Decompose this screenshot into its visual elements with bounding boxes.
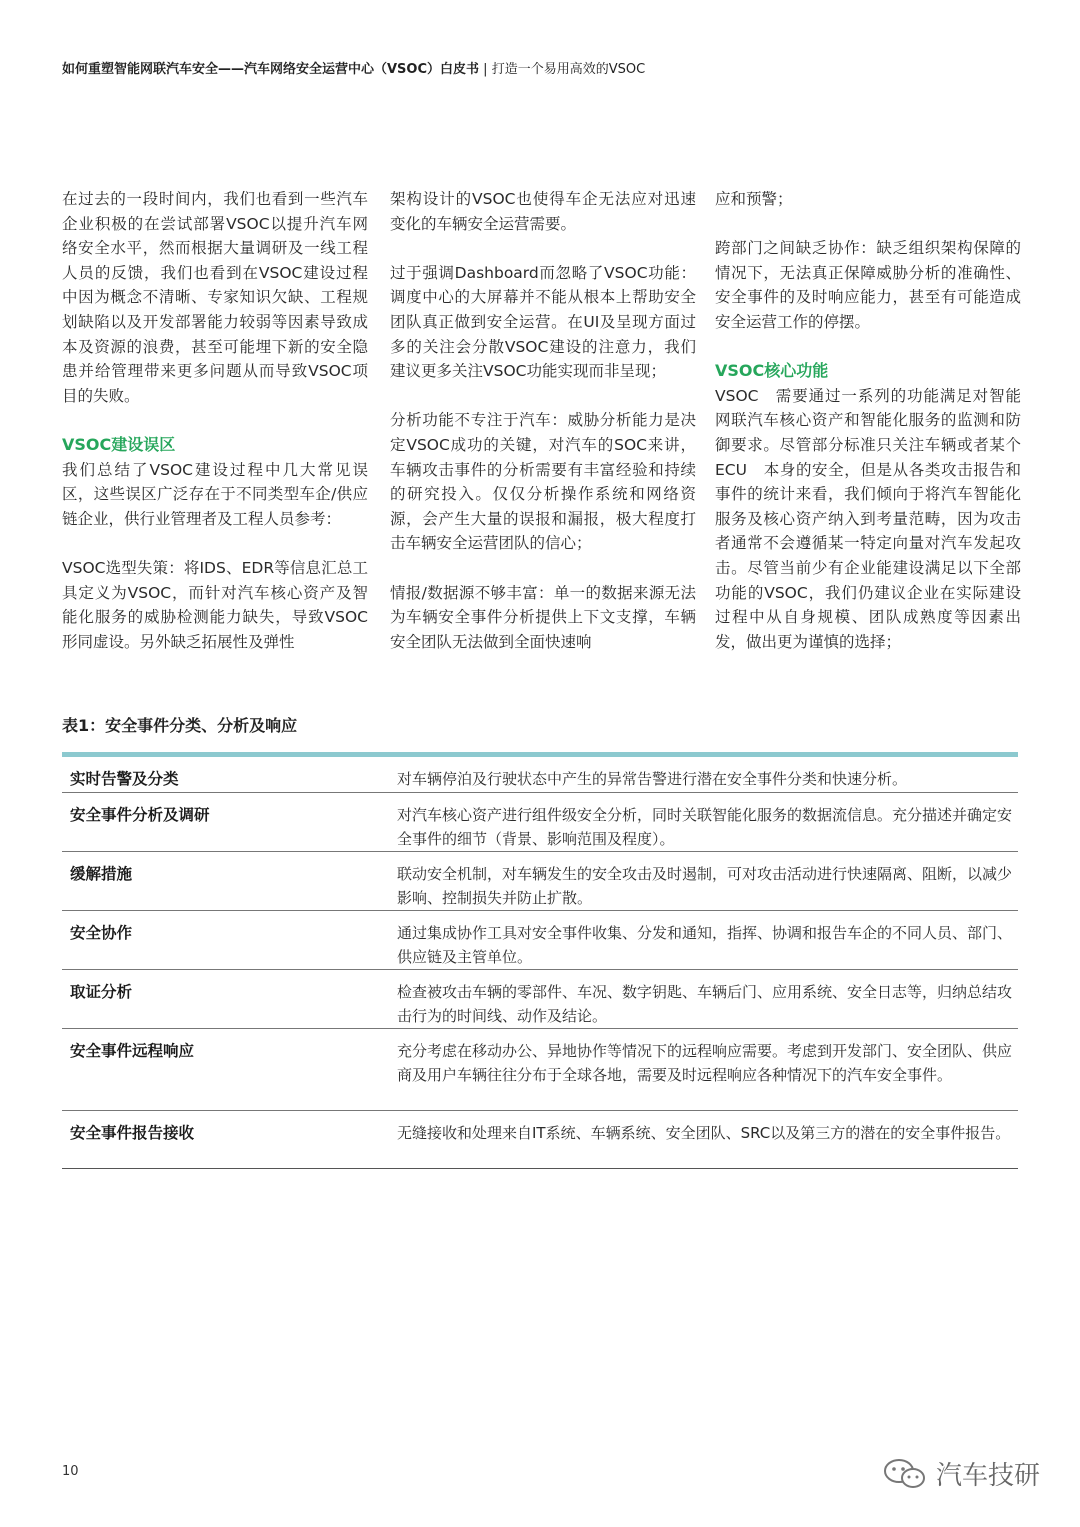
row-description: 联动安全机制，对车辆发生的安全攻击及时遏制，可对攻击活动进行快速隔离、阻断，以减少影响、控制损失并防止扩散。 xyxy=(397,865,1013,907)
paragraph: 跨部门之间缺乏协作：缺乏组织架构保障的情况下，无法真正保障威胁分析的准确性、安全事件的及时响应能力，甚至有可能造成安全运营工作的停摆。 xyxy=(715,239,1021,331)
paragraph: 过于强调Dashboard而忽略了VSOC功能：调度中心的大屏幕并不能从根本上帮助安全团队真正做到安全运营。在UI及呈现方面过多的关注会分散VSOC建设的注意力，我们建议更多关注VSOC功能实现而非呈现； xyxy=(390,263,696,381)
text-column-3 xyxy=(715,187,1021,654)
paragraph: 在过去的一段时间内，我们也看到一些汽车企业积极的在尝试部署VSOC以提升汽车网络安全水平，然而根据大量调研及一线工程人员的反馈，我们也看到在VSOC建设过程中因为概念不清晰、专家知识欠缺、工程规划缺陷以及开发部署能力较弱等因素导致成本及资源的浪费，甚至可能埋下新的安全隐患并给管理带来更多问题从而导致VSOC项目的失败。 xyxy=(62,190,368,405)
row-description: 对汽车核心资产进行组件级安全分析，同时关联智能化服务的数据流信息。充分描述并确定安全事件的细节（背景、影响范围及程度）。 xyxy=(397,806,1013,848)
row-description: 通过集成协作工具对安全事件收集、分发和通知，指挥、协调和报告车企的不同人员、部门、供应链及主管单位。 xyxy=(397,924,1013,966)
row-description: 检查被攻击车辆的零部件、车况、数字钥匙、车辆后门、应用系统、安全日志等，归纳总结攻击行为的时间线、动作及结论。 xyxy=(397,983,1013,1025)
wechat-icon xyxy=(882,1457,928,1491)
paragraph: 情报/数据源不够丰富：单一的数据来源无法为车辆安全事件分析提供上下文支撑，车辆安全团队无法做到全面快速响 xyxy=(390,583,696,651)
paragraph: 我们总结了VSOC建设过程中几大常见误区，这些误区广泛存在于不同类型车企/供应链企业，供行业管理者及工程人员参考： xyxy=(62,460,368,528)
row-header: 安全事件报告接收 xyxy=(70,1124,195,1142)
section-heading-pitfalls: VSOC建设误区 xyxy=(62,434,176,454)
text-column-2 xyxy=(390,187,696,654)
table-row xyxy=(62,852,1018,911)
text-column-1 xyxy=(62,187,368,654)
table-row xyxy=(62,1111,1018,1169)
row-header: 安全协作 xyxy=(70,924,133,942)
header-title: 如何重塑智能网联汽车安全——汽车网络安全运营中心（VSOC）白皮书 xyxy=(62,62,480,77)
paragraph: 架构设计的VSOC也使得车企无法应对迅速变化的车辆安全运营需要。 xyxy=(390,190,696,233)
row-description: 无缝接收和处理来自IT系统、车辆系统、安全团队、SRC以及第三方的潜在的安全事件报告。 xyxy=(397,1124,1011,1142)
row-header: 安全事件远程响应 xyxy=(70,1042,195,1060)
header-subtitle: 打造一个易用高效的VSOC xyxy=(491,62,646,77)
paragraph: 应和预警； xyxy=(715,190,793,208)
row-description: 对车辆停泊及行驶状态中产生的异常告警进行潜在安全事件分类和快速分析。 xyxy=(397,770,908,788)
row-header: 缓解措施 xyxy=(70,865,133,883)
table-row xyxy=(62,1029,1018,1111)
row-header: 实时告警及分类 xyxy=(70,770,179,788)
row-header: 安全事件分析及调研 xyxy=(70,806,210,824)
watermark-text: 汽车技研 xyxy=(936,1461,1041,1491)
paragraph: VSOC 需要通过一系列的功能满足对智能网联汽车核心资产和智能化服务的监测和防御要求。尽管部分标准只关注车辆或者某个ECU 本身的安全，但是从各类攻击报告和事件的统计来看，我们倾向于将汽车智能化服务及核心资产纳入到考量范畴，因为攻击者通常不会遵循某一特定向量对汽车发起攻击。尽管当前少有企业能建设满足以下全部功能的VSOC，我们仍建议企业在实际建设过程中从自身规模、团队成熟度等因素出发，做出更为谨慎的选择； xyxy=(715,386,1021,651)
watermark xyxy=(882,1455,1040,1492)
table-row xyxy=(62,793,1018,852)
row-description: 充分考虑在移动办公、异地协作等情况下的远程响应需要。考虑到开发部门、安全团队、供应商及用户车辆往往分布于全球各地，需要及时远程响应各种情况下的汽车安全事件。 xyxy=(397,1042,1013,1084)
table-row xyxy=(62,757,1018,793)
security-event-table xyxy=(62,752,1018,1169)
section-heading-core-functions: VSOC核心功能 xyxy=(715,361,829,381)
paragraph: VSOC选型失策：将IDS、EDR等信息汇总工具定义为VSOC，而针对汽车核心资产及智能化服务的威胁检测能力缺失，导致VSOC形同虚设。另外缺乏拓展性及弹性 xyxy=(62,558,368,651)
running-header xyxy=(62,58,645,77)
page-number: 10 xyxy=(62,1464,79,1479)
table-row xyxy=(62,911,1018,970)
paragraph: 分析功能不专注于汽车：威胁分析能力是决定VSOC成功的关键，对汽车的SOC来讲，车辆攻击事件的分析需要有丰富经验和持续的研究投入。仅仅分析操作系统和网络资源，会产生大量的误报和漏报，极大程度打击车辆安全运营团队的信心； xyxy=(390,411,696,553)
table-row xyxy=(62,970,1018,1029)
header-separator: | xyxy=(483,62,488,77)
row-header: 取证分析 xyxy=(70,983,133,1001)
table-title: 表1：安全事件分类、分析及响应 xyxy=(62,716,298,735)
